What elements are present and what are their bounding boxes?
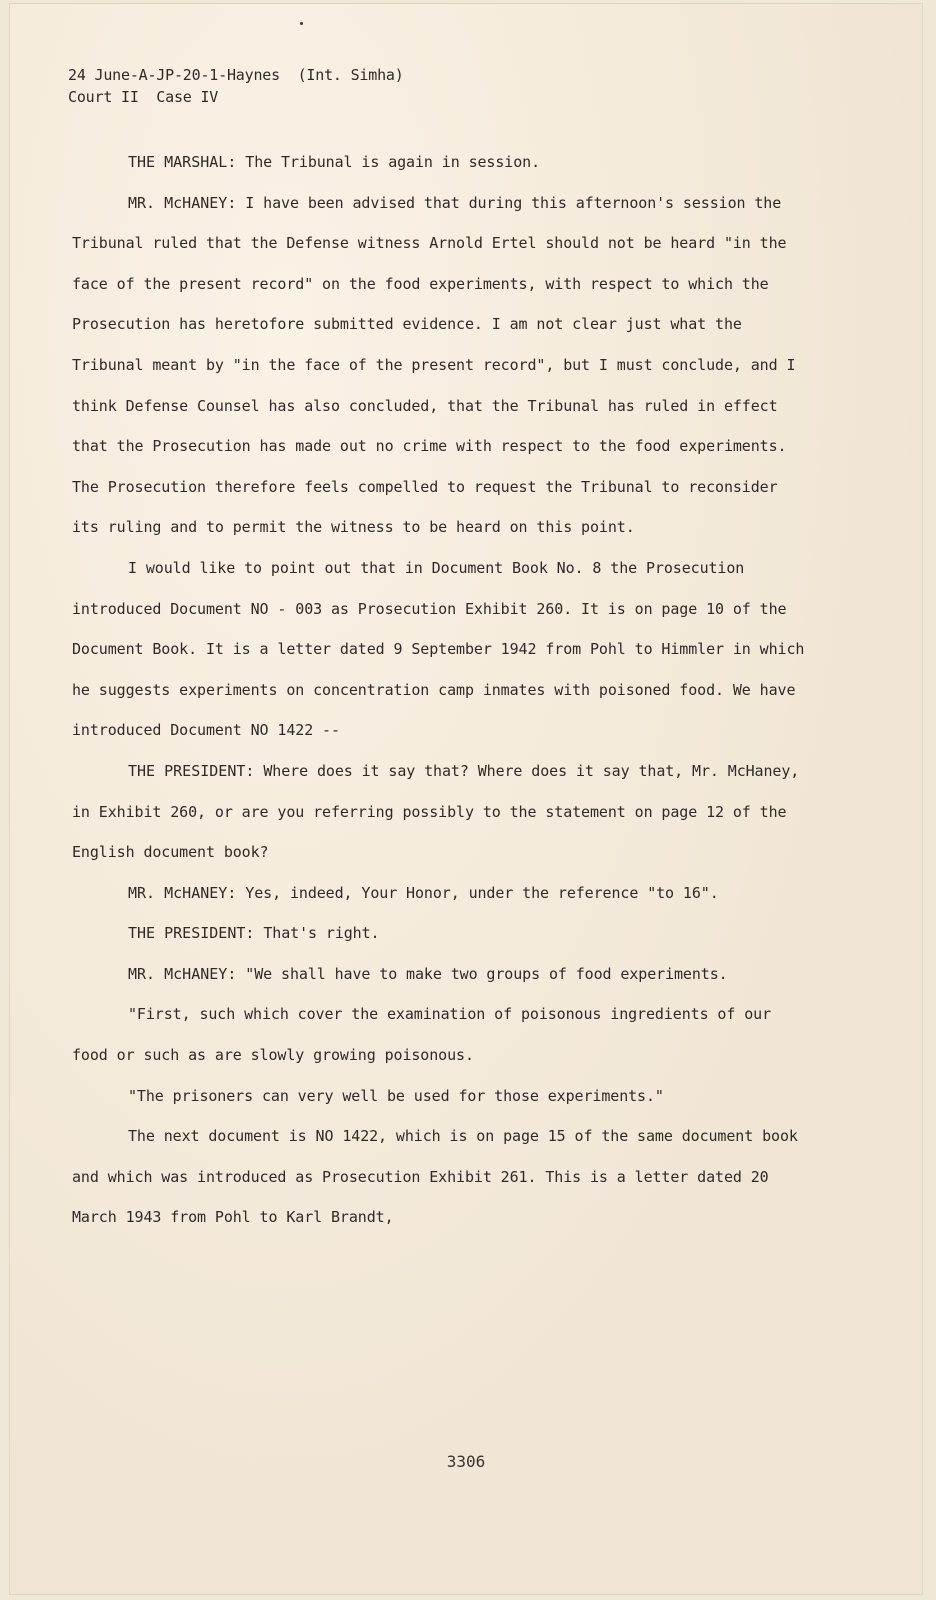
paragraph-mchaney-quote	[72, 954, 812, 995]
paragraph-text: The Tribunal is again in session.	[236, 153, 541, 171]
paragraph-marshal-session	[72, 142, 812, 183]
header-line-1: 24 June-A-JP-20-1-Haynes (Int. Simha)	[68, 66, 404, 84]
paragraph-quote-prisoners	[72, 1076, 812, 1117]
paragraph-text: "We shall have to make two groups of food experiments.	[236, 964, 728, 983]
page-number: 3306	[446, 1452, 486, 1471]
paragraph-text: I would like to point out that in Document Book No. 8 the Prosecution introduced Document NO - 003 as Prosecution Exhibit 260. It is on page 10 of the Document Book. It is a letter dated 9 September 1942 from Pohl to Himmler in which he suggests experiments on concentration camp inmates with poisoned food. We have introduced Document NO 1422 --	[72, 558, 805, 740]
paragraph-quote-first	[72, 994, 812, 1075]
document-page	[10, 4, 922, 1594]
paragraph-text: "First, such which cover the examination of poisonous ingredients of our food or such as are slowly growing poisonous.	[72, 1005, 772, 1065]
paragraph-text: The next document is NO 1422, which is on page 15 of the same document book and which was introduced as Prosecution Exhibit 261. This is a letter dated 20 March 1943 from Pohl to Karl Brandt,	[72, 1127, 798, 1227]
speaker-label: MR. McHANEY:	[128, 964, 237, 983]
speaker-label: THE PRESIDENT:	[128, 761, 255, 780]
paragraph-text: That's right.	[254, 924, 380, 943]
paragraph-president-question	[72, 751, 812, 873]
paragraph-text: "The prisoners can very well be used for those experiments."	[128, 1086, 664, 1105]
paragraph-text: Yes, indeed, Your Honor, under the reference "to 16".	[236, 883, 719, 902]
paragraph-mchaney-answer	[72, 873, 812, 914]
transcript-header	[68, 64, 404, 108]
paragraph-document-reference	[72, 548, 812, 751]
ink-mark	[300, 22, 303, 25]
speaker-label: MR. McHANEY:	[128, 193, 237, 212]
paragraph-mchaney-request	[72, 183, 812, 548]
speaker-label: THE MARSHAL:	[128, 153, 237, 171]
paragraph-text: Where does it say that? Where does it say that, Mr. McHaney, in Exhibit 260, or are you referring possibly to the statement on page 12 of the English document book?	[72, 761, 800, 862]
header-line-2: Court II Case IV	[68, 88, 219, 106]
transcript-body	[72, 142, 812, 1238]
paragraph-text: I have been advised that during this afternoon's session the Tribunal ruled that the Defense witness Arnold Ertel should not be heard "in the face of the present record" on the food experiments, with respect to which the Prosecution has heretofore submitted evidence. I am not clear just what the Tribunal meant by "in the face of the present record", but I must conclude, and I think Defense Counsel has also concluded, that the Tribunal has ruled in effect that the Prosecution has made out no crime with respect to the food experiments. The Prosecution therefore feels compelled to request the Tribunal to reconsider its ruling and to permit the witness to be heard on this point.	[72, 193, 796, 537]
speaker-label: THE PRESIDENT:	[128, 924, 255, 943]
paragraph-next-document	[72, 1116, 812, 1238]
paragraph-president-confirm	[72, 913, 812, 954]
speaker-label: MR. McHANEY:	[128, 883, 237, 902]
